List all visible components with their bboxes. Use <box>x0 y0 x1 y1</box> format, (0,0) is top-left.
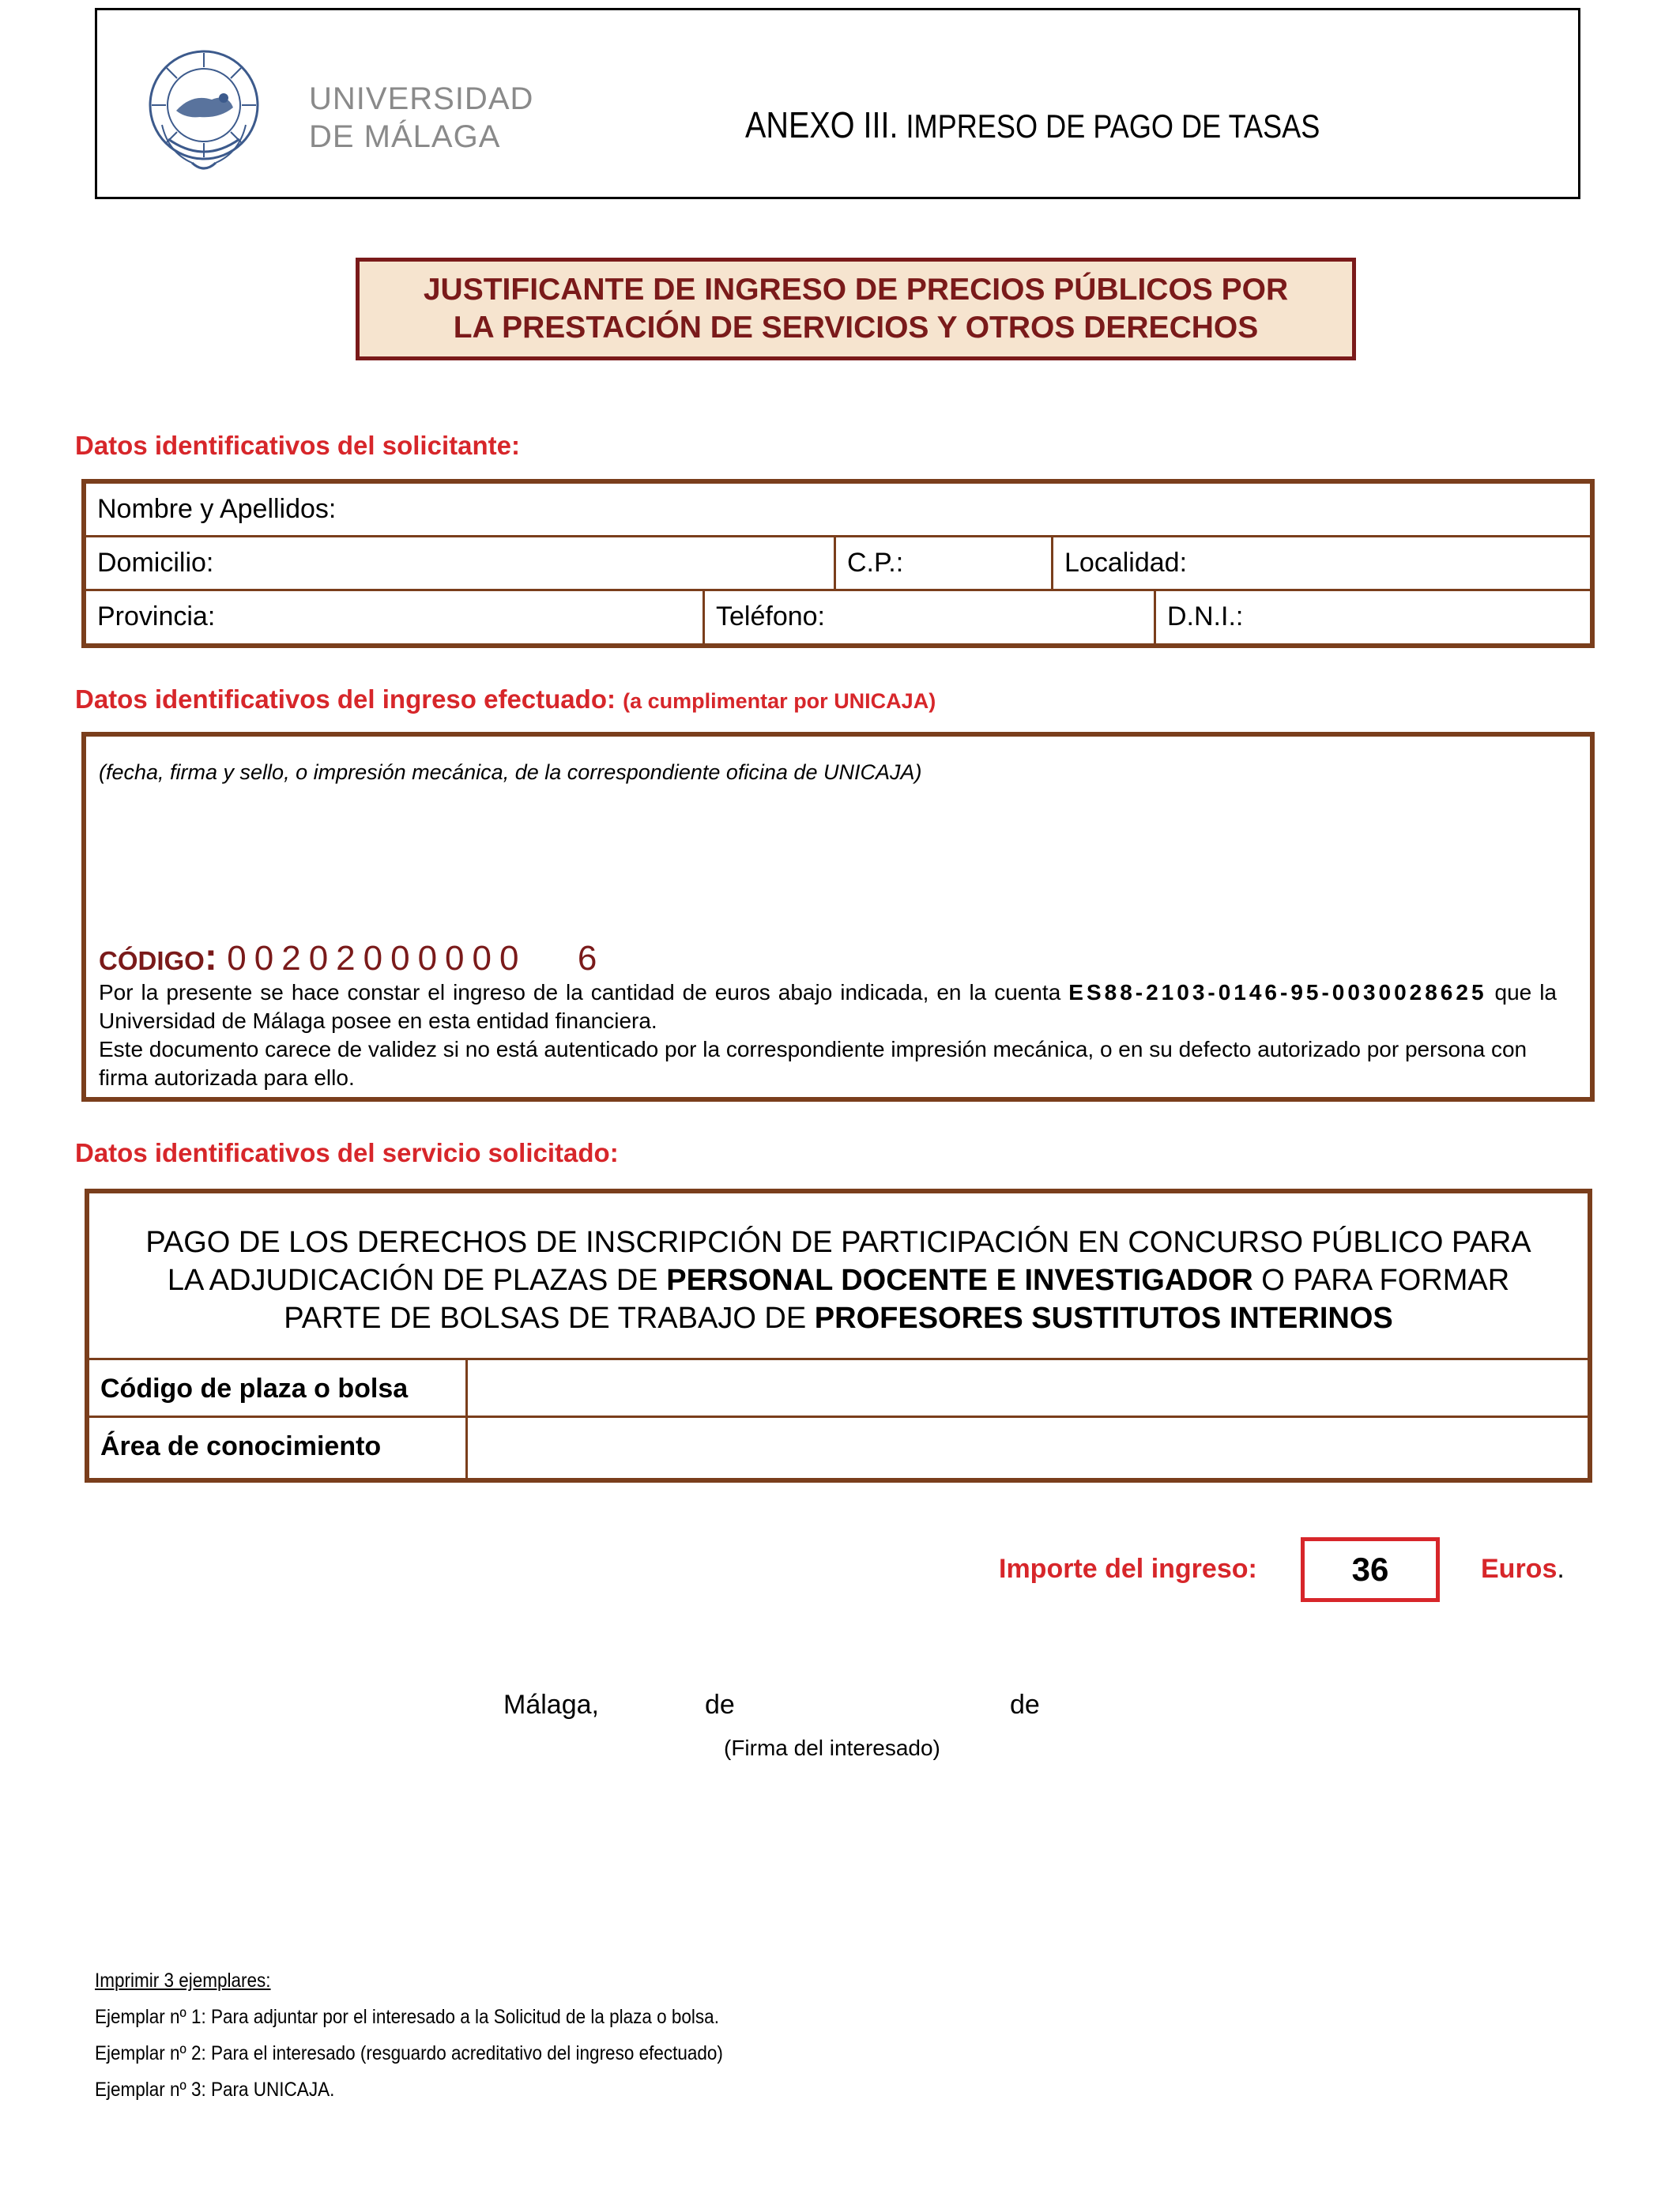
justificante-title-line1: JUSTIFICANTE DE INGRESO DE PRECIOS PÚBLICOS POR <box>423 273 1289 307</box>
applicant-table <box>81 479 1595 648</box>
university-seal-logo <box>145 46 263 180</box>
applicant-row-address <box>86 537 1590 591</box>
codigo-check-digit: 6 <box>577 939 597 978</box>
text-before-account: Por la presente se hace constar el ingreso de la cantidad de euros abajo indicada, en la cuenta <box>99 980 1061 1005</box>
currency-label <box>1481 1554 1565 1585</box>
cp-field[interactable]: C.P.: <box>847 548 904 578</box>
currency-text: Euros <box>1481 1554 1558 1584</box>
footer-item-3: Ejemplar nº 3: Para UNICAJA. <box>95 2079 335 2101</box>
area-label: Área de conocimiento <box>100 1431 382 1461</box>
applicant-row-name <box>86 484 1590 537</box>
footer-heading: Imprimir 3 ejemplares: <box>95 1970 271 1992</box>
codigo-plaza-row <box>89 1358 1588 1418</box>
date-de-2: de <box>1010 1690 1040 1720</box>
validity-note: Este documento carece de validez si no está autenticado por la correspondiente impresión mecánica, o en su defecto autorizado por persona con firma autorizada para ello. <box>99 1037 1527 1090</box>
ingreso-section-label <box>75 684 936 714</box>
annex-prefix: ANEXO III. <box>745 104 898 145</box>
ingreso-section-note: (a cumplimentar por UNICAJA) <box>623 689 936 713</box>
area-field[interactable] <box>468 1418 1588 1478</box>
localidad-field[interactable]: Localidad: <box>1064 548 1188 578</box>
servicio-section-label: Datos identificativos del servicio solicitado: <box>75 1138 619 1167</box>
ingreso-legal-text <box>99 978 1557 1092</box>
bank-account-number: ES88-2103-0146-95-0030028625 <box>1068 980 1487 1005</box>
servicio-title-bold2: PROFESORES SUSTITUTOS INTERINOS <box>814 1302 1393 1335</box>
codigo-plaza-label: Código de plaza o bolsa <box>100 1374 409 1404</box>
ingreso-box <box>81 732 1595 1102</box>
codigo-plaza-field[interactable] <box>468 1360 1588 1416</box>
dni-field[interactable]: D.N.I.: <box>1167 601 1244 631</box>
justificante-title-line2: LA PRESTACIÓN DE SERVICIOS Y OTROS DERECHOS <box>453 311 1259 345</box>
date-de-1: de <box>705 1690 735 1720</box>
servicio-title-part1: PAGO DE LOS DERECHOS DE INSCRIPCIÓN DE PARTICIPACIÓN EN CONCURSO PÚBLICO PARA LA ADJUDICACIÓN DE PLAZAS DE <box>145 1226 1531 1297</box>
servicio-title-part2: O PARA FORMAR PARTE DE BOLSAS DE TRABAJO DE <box>284 1264 1510 1335</box>
annex-title <box>745 104 1320 146</box>
servicio-title-bold1: PERSONAL DOCENTE E INVESTIGADOR <box>666 1264 1253 1297</box>
ingreso-account-paragraph <box>99 978 1557 1035</box>
stamp-area-note: (fecha, firma y sello, o impresión mecánica, de la correspondiente oficina de UNICAJA) <box>99 760 922 784</box>
codigo-colon: : <box>204 937 217 978</box>
domicilio-field[interactable]: Domicilio: <box>97 548 214 578</box>
text-after-account: que la Universidad de Málaga posee en esta entidad financiera. <box>99 980 1558 1033</box>
footer-item-2: Ejemplar nº 2: Para el interesado (resguardo acreditativo del ingreso efectuado) <box>95 2042 723 2064</box>
university-name-line2: DE MÁLAGA <box>309 119 501 154</box>
university-name <box>309 80 533 156</box>
signature-caption: (Firma del interesado) <box>724 1736 940 1760</box>
importe-label: Importe del ingreso: <box>999 1554 1257 1584</box>
codigo-label: CÓDIGO <box>99 946 205 975</box>
justificante-title-box <box>356 258 1356 360</box>
footer-item-1: Ejemplar nº 1: Para adjuntar por el interesado a la Solicitud de la plaza o bolsa. <box>95 2006 719 2028</box>
servicio-title <box>89 1223 1588 1337</box>
ingreso-section-title: Datos identificativos del ingreso efectuado: <box>75 684 616 714</box>
applicant-row-contact <box>86 591 1590 643</box>
telefono-field[interactable]: Teléfono: <box>716 601 825 631</box>
nombre-field[interactable]: Nombre y Apellidos: <box>97 494 337 524</box>
header-box <box>95 8 1580 199</box>
university-name-line1: UNIVERSIDAD <box>309 81 534 116</box>
applicant-section-label: Datos identificativos del solicitante: <box>75 431 520 460</box>
codigo-line <box>99 936 597 979</box>
place-label: Málaga, <box>503 1690 599 1720</box>
annex-title-text: IMPRESO DE PAGO DE TASAS <box>906 107 1320 145</box>
importe-value: 36 <box>1301 1537 1440 1602</box>
currency-dot: . <box>1557 1554 1565 1584</box>
provincia-field[interactable]: Provincia: <box>97 601 216 631</box>
codigo-value: 00202000000 <box>227 939 527 978</box>
servicio-box <box>85 1189 1592 1483</box>
area-row <box>89 1418 1588 1478</box>
justificante-title <box>424 271 1288 347</box>
